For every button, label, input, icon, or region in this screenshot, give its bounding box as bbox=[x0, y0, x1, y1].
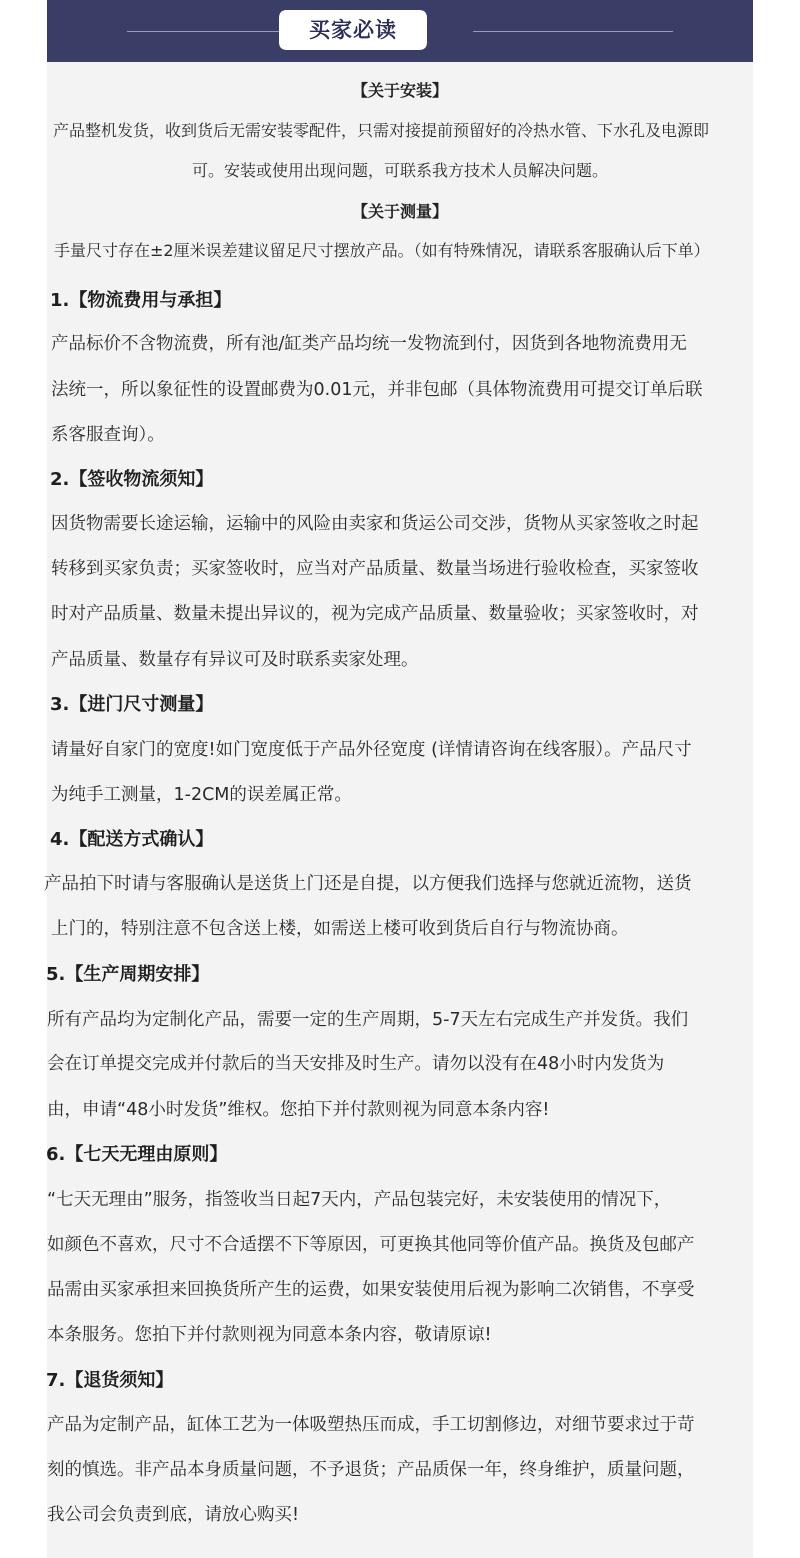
section-2-line-1: 因货物需要长途运输，运输中的风险由卖家和货运公司交涉，货物从买家签收之时起 bbox=[51, 514, 699, 534]
section-2-line-3: 时对产品质量、数量未提出异议的，视为完成产品质量、数量验收；买家签收时，对 bbox=[51, 604, 699, 624]
section-1-line-2: 法统一，所以象征性的设置邮费为0.01元，并非包邮（具体物流费用可提交订单后联 bbox=[51, 380, 703, 400]
title-badge bbox=[279, 10, 427, 50]
section-4-title: 4.【配送方式确认】 bbox=[50, 829, 214, 850]
section-6-line-3: 品需由买家承担来回换货所产生的运费，如果安装使用后视为影响二次销售，不享受 bbox=[47, 1280, 695, 1300]
section-7-line-2: 刻的慎选。非产品本身质量问题，不予退货；产品质保一年，终身维护，质量问题， bbox=[47, 1460, 695, 1480]
measure-title: 【关于测量】 bbox=[351, 202, 448, 221]
install-line-2: 可。安装或使用出现问题，可联系我方技术人员解决问题。 bbox=[191, 161, 608, 180]
section-4-line-2: 上门的，特别注意不包含送上楼，如需送上楼可收到货后自行与物流协商。 bbox=[51, 919, 629, 939]
section-6-line-1: “七天无理由”服务，指签收当日起7天内，产品包装完好，未安装使用的情况下， bbox=[47, 1190, 672, 1210]
section-6-line-2: 如颜色不喜欢，尺寸不合适摆不下等原因，可更换其他同等价值产品。换货及包邮产 bbox=[47, 1235, 695, 1255]
section-3-title: 3.【进门尺寸测量】 bbox=[50, 694, 214, 715]
section-5-line-2: 会在订单提交完成并付款后的当天安排及时生产。请勿以没有在48小时内发货为 bbox=[47, 1054, 665, 1074]
section-1-title: 1.【物流费用与承担】 bbox=[50, 290, 232, 311]
section-7-line-3: 我公司会负责到底，请放心购买! bbox=[47, 1505, 300, 1525]
section-2-line-4: 产品质量、数量存有异议可及时联系卖家处理。 bbox=[51, 650, 419, 670]
section-2-title: 2.【签收物流须知】 bbox=[50, 469, 214, 490]
section-3-line-2: 为纯手工测量，1-2CM的误差属正常。 bbox=[51, 785, 352, 805]
section-7-title: 7.【退货须知】 bbox=[46, 1370, 174, 1391]
section-3-line-1: 请量好自家门的宽度!如门宽度低于产品外径宽度 (详情请咨询在线客服）。产品尺寸 bbox=[51, 740, 692, 760]
section-6-line-4: 本条服务。您拍下并付款则视为同意本条内容，敬请原谅! bbox=[47, 1325, 492, 1345]
install-title: 【关于安装】 bbox=[351, 81, 448, 100]
section-6-title: 6.【七天无理由原则】 bbox=[46, 1144, 228, 1165]
section-5-line-1: 所有产品均为定制化产品，需要一定的生产周期，5-7天左右完成生产并发货。我们 bbox=[47, 1010, 689, 1030]
install-line-1: 产品整机发货，收到货后无需安装零配件，只需对接提前预留好的冷热水管、下水孔及电源即 bbox=[53, 121, 710, 140]
section-5-title: 5.【生产周期安排】 bbox=[46, 964, 210, 985]
page-title: 买家必读 bbox=[309, 18, 397, 42]
section-1-line-3: 系客服查询）。 bbox=[51, 425, 165, 445]
header-divider-right bbox=[473, 31, 673, 32]
section-5-line-3: 由，申请“48小时发货”维权。您拍下并付款则视为同意本条内容! bbox=[47, 1100, 550, 1120]
section-2-line-2: 转移到买家负责；买家签收时，应当对产品质量、数量当场进行验收检查，买家签收 bbox=[51, 559, 699, 579]
section-4-line-1: 产品拍下时请与客服确认是送货上门还是自提，以方便我们选择与您就近流物，送货 bbox=[44, 874, 692, 894]
section-1-line-1: 产品标价不含物流费，所有池/缸类产品均统一发物流到付，因货到各地物流费用无 bbox=[51, 334, 687, 354]
section-7-line-1: 产品为定制产品，缸体工艺为一体吸塑热压而成，手工切割修边，对细节要求过于苛 bbox=[47, 1415, 695, 1435]
measure-line-1: 手量尺寸存在±2厘米误差建议留足尺寸摆放产品。（如有特殊情况，请联系客服确认后下单） bbox=[54, 241, 710, 260]
